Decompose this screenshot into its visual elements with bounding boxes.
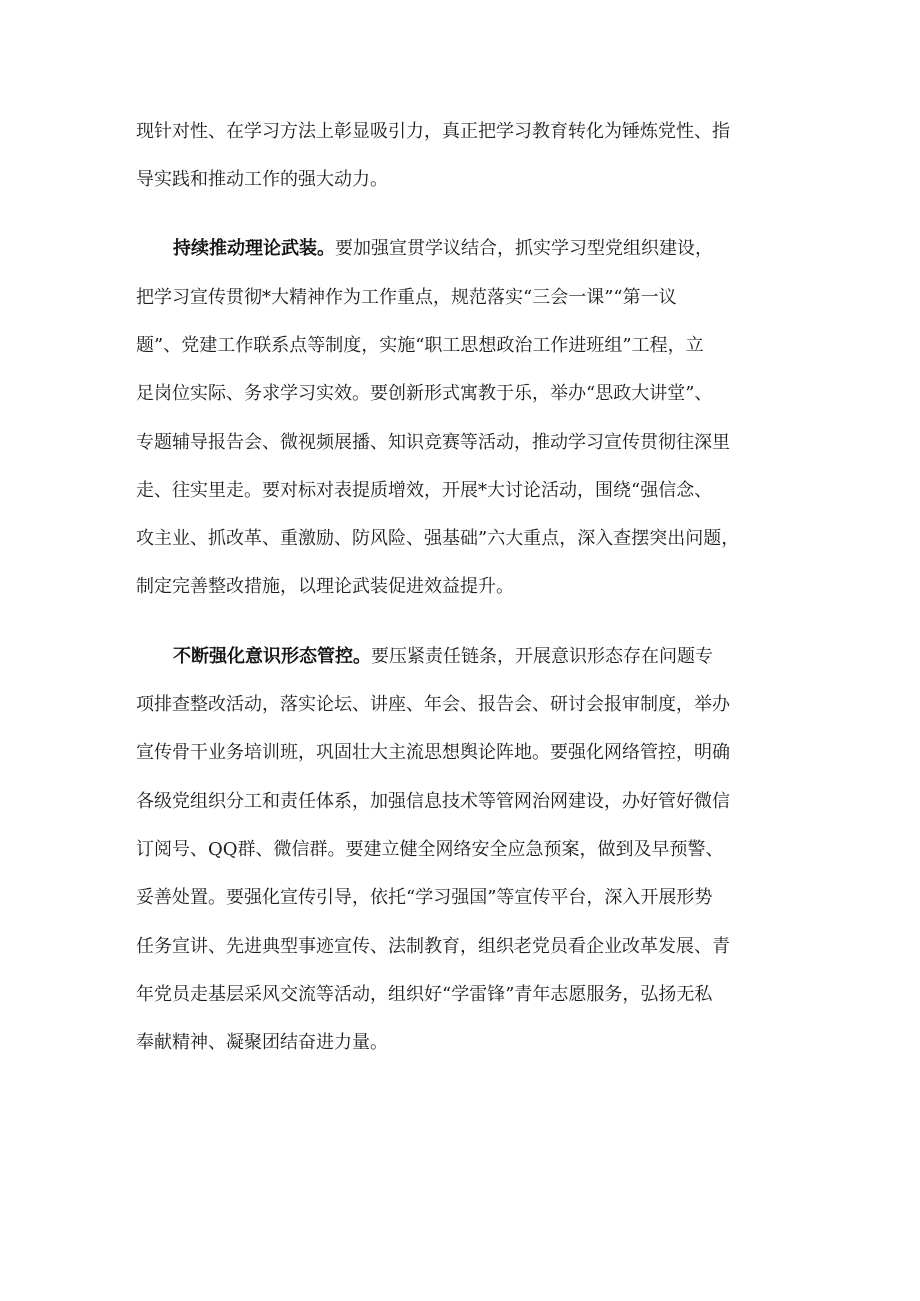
paragraph-2-lead: 持续推动理论武装。 bbox=[173, 238, 335, 259]
paragraph-2-line-7: 攻主业、抓改革、重激励、防风险、强基础”六大重点，深入查摆突出问题， bbox=[136, 528, 740, 549]
paragraph-2-line-2: 把学习宣传贯彻*大精神作为工作重点，规范落实“三会一课”“第一议 bbox=[136, 287, 677, 308]
paragraph-1-line-2: 导实践和推动工作的强大动力。 bbox=[136, 169, 388, 190]
paragraph-3-line-3: 宣传骨干业务培训班，巩固壮大主流思想舆论阵地。要强化网络管控，明确 bbox=[136, 742, 730, 763]
paragraph-2-line-8: 制定完善整改措施，以理论武装促进效益提升。 bbox=[136, 576, 514, 597]
paragraph-3-line-6: 妥善处置。要强化宣传引导，依托“学习强国”等宣传平台，深入开展形势 bbox=[136, 887, 713, 908]
paragraph-2-line-1 bbox=[173, 229, 713, 269]
paragraph-2-line-6: 走、往实里走。要对标对表提质增效，开展*大讨论活动，围绕“强信念、 bbox=[136, 480, 713, 501]
paragraph-3-line-8: 年党员走基层采风交流等活动，组织好“学雷锋”青年志愿服务，弘扬无私 bbox=[136, 984, 713, 1005]
paragraph-3-first-line-text: 要压紧责任链条，开展意识形态存在问题专 bbox=[371, 646, 713, 667]
paragraph-3-line-5: 订阅号、QQ群、微信群。要建立健全网络安全应急预案，做到及早预警、 bbox=[136, 839, 724, 860]
paragraph-1-line-1: 现针对性、在学习方法上彰显吸引力，真正把学习教育转化为锤炼党性、指 bbox=[136, 121, 730, 142]
paragraph-3-line-9: 奉献精神、凝聚团结奋进力量。 bbox=[136, 1032, 388, 1053]
paragraph-2-line-3: 题”、党建工作联系点等制度，实施“职工思想政治工作进班组”工程，立 bbox=[136, 335, 704, 356]
paragraph-2-line-4: 足岗位实际、务求学习实效。要创新形式寓教于乐，举办“思政大讲堂”、 bbox=[136, 383, 713, 404]
paragraph-3-line-2: 项排查整改活动，落实论坛、讲座、年会、报告会、研讨会报审制度，举办 bbox=[136, 694, 730, 715]
paragraph-3-line-4: 各级党组织分工和责任体系，加强信息技术等管网治网建设，办好管好微信 bbox=[136, 791, 730, 812]
paragraph-3-line-1 bbox=[173, 637, 713, 677]
paragraph-2-line-5: 专题辅导报告会、微视频展播、知识竞赛等活动，推动学习宣传贯彻往深里 bbox=[136, 432, 730, 453]
paragraph-3-lead: 不断强化意识形态管控。 bbox=[173, 646, 371, 667]
paragraph-2-first-line-text: 要加强宣贯学议结合，抓实学习型党组织建设， bbox=[335, 238, 713, 259]
paragraph-3-line-7: 任务宣讲、先进典型事迹宣传、法制教育，组织老党员看企业改革发展、青 bbox=[136, 936, 730, 957]
